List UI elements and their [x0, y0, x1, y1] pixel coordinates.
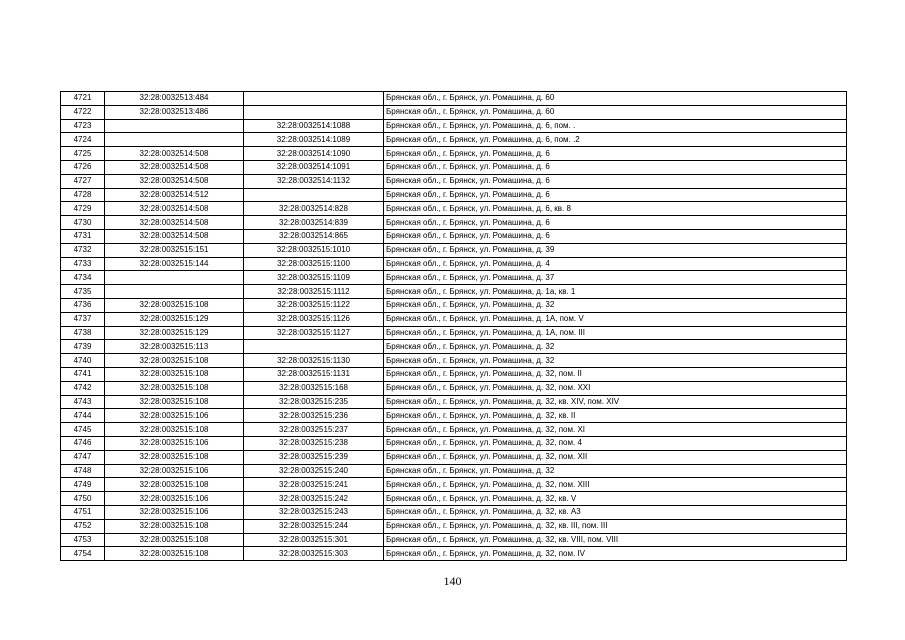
land-cadastral-number-cell: 32:28:0032515:129 — [105, 326, 244, 340]
address-cell: Брянская обл., г. Брянск, ул. Ромашина, д. 32, пом. XIII — [384, 478, 847, 492]
table-row — [61, 533, 847, 547]
land-cadastral-number-cell: 32:28:0032515:106 — [105, 505, 244, 519]
row-number-cell: 4738 — [61, 326, 105, 340]
row-number-cell: 4752 — [61, 519, 105, 533]
land-cadastral-number-cell: 32:28:0032514:508 — [105, 160, 244, 174]
row-number-cell: 4730 — [61, 216, 105, 230]
land-cadastral-number-cell: 32:28:0032515:106 — [105, 464, 244, 478]
table-row — [61, 492, 847, 506]
land-cadastral-number-cell: 32:28:0032515:108 — [105, 519, 244, 533]
row-number-cell: 4726 — [61, 160, 105, 174]
object-cadastral-number-cell: 32:28:0032514:1088 — [244, 119, 384, 133]
table-row — [61, 188, 847, 202]
table-row — [61, 450, 847, 464]
land-cadastral-number-cell: 32:28:0032515:108 — [105, 478, 244, 492]
land-cadastral-number-cell: 32:28:0032515:106 — [105, 492, 244, 506]
row-number-cell: 4731 — [61, 229, 105, 243]
address-cell: Брянская обл., г. Брянск, ул. Ромашина, д. 32, пом. 4 — [384, 436, 847, 450]
table-row — [61, 326, 847, 340]
table-row — [61, 519, 847, 533]
table-row — [61, 147, 847, 161]
table-row — [61, 547, 847, 561]
land-cadastral-number-cell: 32:28:0032515:151 — [105, 243, 244, 257]
object-cadastral-number-cell: 32:28:0032514:1089 — [244, 133, 384, 147]
address-cell: Брянская обл., г. Брянск, ул. Ромашина, д. 6 — [384, 174, 847, 188]
object-cadastral-number-cell — [244, 92, 384, 106]
row-number-cell: 4745 — [61, 423, 105, 437]
object-cadastral-number-cell: 32:28:0032515:242 — [244, 492, 384, 506]
object-cadastral-number-cell: 32:28:0032514:1132 — [244, 174, 384, 188]
row-number-cell: 4747 — [61, 450, 105, 464]
table-row — [61, 354, 847, 368]
page-number: 140 — [443, 574, 462, 588]
address-cell: Брянская обл., г. Брянск, ул. Ромашина, д. 6 — [384, 216, 847, 230]
land-cadastral-number-cell — [105, 119, 244, 133]
table-row — [61, 216, 847, 230]
table-row — [61, 436, 847, 450]
address-cell: Брянская обл., г. Брянск, ул. Ромашина, д. 1а, кв. 1 — [384, 285, 847, 299]
table-row — [61, 202, 847, 216]
land-cadastral-number-cell: 32:28:0032513:486 — [105, 105, 244, 119]
object-cadastral-number-cell: 32:28:0032514:1091 — [244, 160, 384, 174]
address-cell: Брянская обл., г. Брянск, ул. Ромашина, д. 6 — [384, 229, 847, 243]
row-number-cell: 4728 — [61, 188, 105, 202]
address-cell: Брянская обл., г. Брянск, ул. Ромашина, д. 32, пом. IV — [384, 547, 847, 561]
object-cadastral-number-cell: 32:28:0032515:168 — [244, 381, 384, 395]
object-cadastral-number-cell: 32:28:0032515:237 — [244, 423, 384, 437]
land-cadastral-number-cell: 32:28:0032514:508 — [105, 202, 244, 216]
table-row — [61, 257, 847, 271]
object-cadastral-number-cell: 32:28:0032515:239 — [244, 450, 384, 464]
row-number-cell: 4751 — [61, 505, 105, 519]
address-cell: Брянская обл., г. Брянск, ул. Ромашина, д. 32, пом. XXI — [384, 381, 847, 395]
table-row — [61, 298, 847, 312]
table-row — [61, 174, 847, 188]
object-cadastral-number-cell: 32:28:0032515:1122 — [244, 298, 384, 312]
object-cadastral-number-cell: 32:28:0032515:235 — [244, 395, 384, 409]
row-number-cell: 4739 — [61, 340, 105, 354]
land-cadastral-number-cell: 32:28:0032515:129 — [105, 312, 244, 326]
land-cadastral-number-cell: 32:28:0032515:108 — [105, 423, 244, 437]
address-cell: Брянская обл., г. Брянск, ул. Ромашина, д. 32 — [384, 298, 847, 312]
land-cadastral-number-cell: 32:28:0032514:508 — [105, 229, 244, 243]
land-cadastral-number-cell: 32:28:0032515:108 — [105, 533, 244, 547]
address-cell: Брянская обл., г. Брянск, ул. Ромашина, д. 32, кв. II — [384, 409, 847, 423]
land-cadastral-number-cell — [105, 133, 244, 147]
address-cell: Брянская обл., г. Брянск, ул. Ромашина, д. 32, кв. VIII, пом. VIII — [384, 533, 847, 547]
address-cell: Брянская обл., г. Брянск, ул. Ромашина, д. 6 — [384, 160, 847, 174]
row-number-cell: 4729 — [61, 202, 105, 216]
land-cadastral-number-cell: 32:28:0032515:108 — [105, 381, 244, 395]
address-cell: Брянская обл., г. Брянск, ул. Ромашина, д. 32 — [384, 354, 847, 368]
land-cadastral-number-cell: 32:28:0032515:108 — [105, 395, 244, 409]
land-cadastral-number-cell: 32:28:0032514:508 — [105, 216, 244, 230]
table-row — [61, 119, 847, 133]
row-number-cell: 4746 — [61, 436, 105, 450]
registry-table-body — [61, 92, 847, 561]
land-cadastral-number-cell: 32:28:0032515:113 — [105, 340, 244, 354]
row-number-cell: 4727 — [61, 174, 105, 188]
table-row — [61, 160, 847, 174]
address-cell: Брянская обл., г. Брянск, ул. Ромашина, д. 60 — [384, 105, 847, 119]
row-number-cell: 4735 — [61, 285, 105, 299]
land-cadastral-number-cell: 32:28:0032515:108 — [105, 298, 244, 312]
land-cadastral-number-cell: 32:28:0032513:484 — [105, 92, 244, 106]
row-number-cell: 4721 — [61, 92, 105, 106]
table-row — [61, 340, 847, 354]
table-row — [61, 133, 847, 147]
table-row — [61, 105, 847, 119]
address-cell: Брянская обл., г. Брянск, ул. Ромашина, д. 6, пом. . — [384, 119, 847, 133]
row-number-cell: 4722 — [61, 105, 105, 119]
land-cadastral-number-cell: 32:28:0032514:508 — [105, 147, 244, 161]
address-cell: Брянская обл., г. Брянск, ул. Ромашина, д. 32, пом. II — [384, 367, 847, 381]
land-cadastral-number-cell: 32:28:0032515:106 — [105, 436, 244, 450]
object-cadastral-number-cell — [244, 105, 384, 119]
table-row — [61, 243, 847, 257]
object-cadastral-number-cell: 32:28:0032515:1127 — [244, 326, 384, 340]
address-cell: Брянская обл., г. Брянск, ул. Ромашина, д. 6 — [384, 188, 847, 202]
table-row — [61, 312, 847, 326]
registry-table — [60, 91, 847, 561]
row-number-cell: 4753 — [61, 533, 105, 547]
row-number-cell: 4749 — [61, 478, 105, 492]
address-cell: Брянская обл., г. Брянск, ул. Ромашина, д. 4 — [384, 257, 847, 271]
object-cadastral-number-cell: 32:28:0032515:238 — [244, 436, 384, 450]
object-cadastral-number-cell: 32:28:0032514:828 — [244, 202, 384, 216]
land-cadastral-number-cell: 32:28:0032515:108 — [105, 354, 244, 368]
object-cadastral-number-cell: 32:28:0032514:865 — [244, 229, 384, 243]
row-number-cell: 4750 — [61, 492, 105, 506]
table-row — [61, 285, 847, 299]
row-number-cell: 4725 — [61, 147, 105, 161]
land-cadastral-number-cell: 32:28:0032514:508 — [105, 174, 244, 188]
row-number-cell: 4723 — [61, 119, 105, 133]
table-row — [61, 92, 847, 106]
table-row — [61, 381, 847, 395]
address-cell: Брянская обл., г. Брянск, ул. Ромашина, д. 37 — [384, 271, 847, 285]
land-cadastral-number-cell: 32:28:0032514:512 — [105, 188, 244, 202]
object-cadastral-number-cell: 32:28:0032515:1130 — [244, 354, 384, 368]
address-cell: Брянская обл., г. Брянск, ул. Ромашина, д. 32 — [384, 340, 847, 354]
object-cadastral-number-cell: 32:28:0032515:1126 — [244, 312, 384, 326]
object-cadastral-number-cell: 32:28:0032515:1131 — [244, 367, 384, 381]
address-cell: Брянская обл., г. Брянск, ул. Ромашина, д. 6 — [384, 147, 847, 161]
table-row — [61, 478, 847, 492]
object-cadastral-number-cell: 32:28:0032515:236 — [244, 409, 384, 423]
object-cadastral-number-cell: 32:28:0032515:244 — [244, 519, 384, 533]
row-number-cell: 4724 — [61, 133, 105, 147]
land-cadastral-number-cell: 32:28:0032515:108 — [105, 367, 244, 381]
row-number-cell: 4748 — [61, 464, 105, 478]
row-number-cell: 4754 — [61, 547, 105, 561]
table-row — [61, 464, 847, 478]
row-number-cell: 4737 — [61, 312, 105, 326]
object-cadastral-number-cell: 32:28:0032515:1100 — [244, 257, 384, 271]
address-cell: Брянская обл., г. Брянск, ул. Ромашина, д. 1А, пом. V — [384, 312, 847, 326]
object-cadastral-number-cell: 32:28:0032514:839 — [244, 216, 384, 230]
row-number-cell: 4742 — [61, 381, 105, 395]
address-cell: Брянская обл., г. Брянск, ул. Ромашина, д. 32 — [384, 464, 847, 478]
row-number-cell: 4743 — [61, 395, 105, 409]
table-row — [61, 367, 847, 381]
object-cadastral-number-cell: 32:28:0032515:240 — [244, 464, 384, 478]
table-row — [61, 271, 847, 285]
address-cell: Брянская обл., г. Брянск, ул. Ромашина, д. 32, кв. XIV, пом. XIV — [384, 395, 847, 409]
row-number-cell: 4733 — [61, 257, 105, 271]
object-cadastral-number-cell — [244, 188, 384, 202]
object-cadastral-number-cell: 32:28:0032515:301 — [244, 533, 384, 547]
land-cadastral-number-cell — [105, 285, 244, 299]
land-cadastral-number-cell — [105, 271, 244, 285]
address-cell: Брянская обл., г. Брянск, ул. Ромашина, д. 39 — [384, 243, 847, 257]
address-cell: Брянская обл., г. Брянск, ул. Ромашина, д. 1А, пом. III — [384, 326, 847, 340]
land-cadastral-number-cell: 32:28:0032515:106 — [105, 409, 244, 423]
object-cadastral-number-cell: 32:28:0032515:1010 — [244, 243, 384, 257]
address-cell: Брянская обл., г. Брянск, ул. Ромашина, д. 6, пом. .2 — [384, 133, 847, 147]
address-cell: Брянская обл., г. Брянск, ул. Ромашина, д. 32, пом. XI — [384, 423, 847, 437]
address-cell: Брянская обл., г. Брянск, ул. Ромашина, д. 32, пом. XII — [384, 450, 847, 464]
object-cadastral-number-cell: 32:28:0032514:1090 — [244, 147, 384, 161]
table-row — [61, 409, 847, 423]
table-row — [61, 505, 847, 519]
address-cell: Брянская обл., г. Брянск, ул. Ромашина, д. 60 — [384, 92, 847, 106]
land-cadastral-number-cell: 32:28:0032515:144 — [105, 257, 244, 271]
row-number-cell: 4732 — [61, 243, 105, 257]
object-cadastral-number-cell: 32:28:0032515:1112 — [244, 285, 384, 299]
object-cadastral-number-cell: 32:28:0032515:303 — [244, 547, 384, 561]
address-cell: Брянская обл., г. Брянск, ул. Ромашина, д. 32, кв. III, пом. III — [384, 519, 847, 533]
row-number-cell: 4744 — [61, 409, 105, 423]
table-row — [61, 395, 847, 409]
land-cadastral-number-cell: 32:28:0032515:108 — [105, 450, 244, 464]
row-number-cell: 4740 — [61, 354, 105, 368]
address-cell: Брянская обл., г. Брянск, ул. Ромашина, д. 6, кв. 8 — [384, 202, 847, 216]
land-cadastral-number-cell: 32:28:0032515:108 — [105, 547, 244, 561]
row-number-cell: 4734 — [61, 271, 105, 285]
address-cell: Брянская обл., г. Брянск, ул. Ромашина, д. 32, кв. А3 — [384, 505, 847, 519]
object-cadastral-number-cell: 32:28:0032515:1109 — [244, 271, 384, 285]
address-cell: Брянская обл., г. Брянск, ул. Ромашина, д. 32, кв. V — [384, 492, 847, 506]
table-row — [61, 229, 847, 243]
object-cadastral-number-cell — [244, 340, 384, 354]
row-number-cell: 4736 — [61, 298, 105, 312]
object-cadastral-number-cell: 32:28:0032515:241 — [244, 478, 384, 492]
table-row — [61, 423, 847, 437]
row-number-cell: 4741 — [61, 367, 105, 381]
object-cadastral-number-cell: 32:28:0032515:243 — [244, 505, 384, 519]
